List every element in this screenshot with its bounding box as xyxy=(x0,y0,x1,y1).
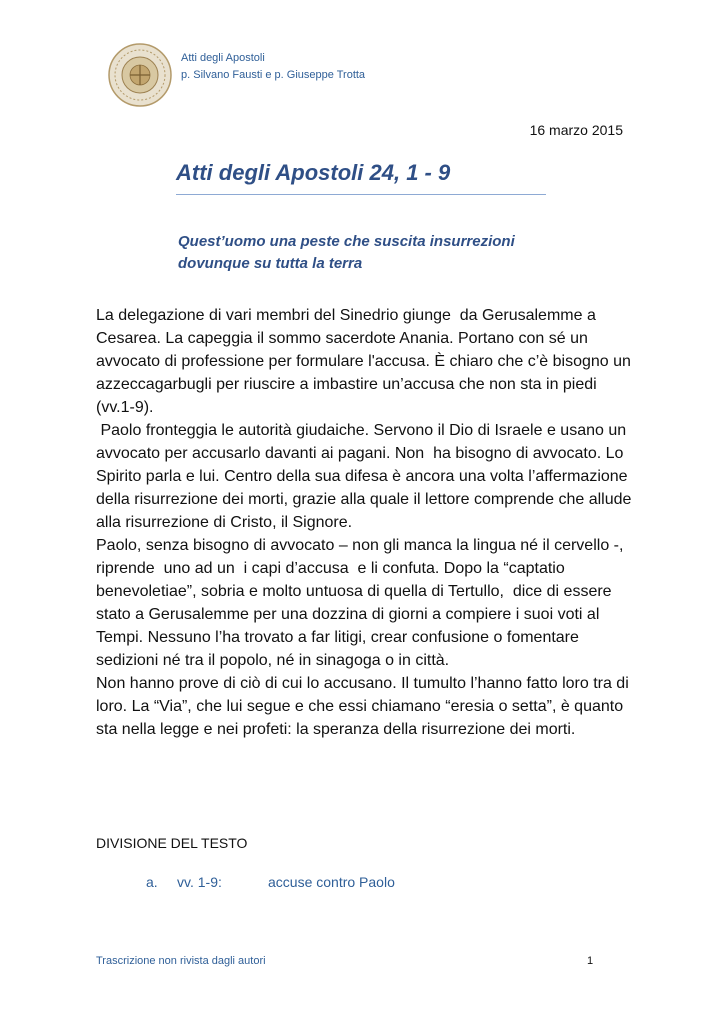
section-heading: DIVISIONE DEL TESTO xyxy=(96,835,248,851)
list-reference: vv. 1-9: xyxy=(177,874,222,890)
seal-icon xyxy=(108,43,172,107)
page-number: 1 xyxy=(587,955,594,967)
body-text xyxy=(96,304,636,741)
list-text: accuse contro Paolo xyxy=(268,874,395,890)
document-header xyxy=(181,50,365,84)
body-paragraph: La delegazione di vari membri del Sinedrio giunge da Gerusalemme a Cesarea. La capeggia il sommo sacerdote Anania. Portano con sé un avvocato di professione per formulare l'accusa. È chiaro che c’è bisogno un azzeccagarbugli per riuscire a imbastire un’accusa che non sta in piedi (vv.1-9). xyxy=(96,307,636,416)
header-book-title: Atti degli Apostoli xyxy=(181,52,265,64)
body-paragraph: Non hanno prove di ciò di cui lo accusano. Il tumulto l’hanno fatto loro tra di loro. La “Via”, che lui segue e che essi chiamano “eresia o setta”, è quanto sta nella legge e nei profeti: la speranza della risurrezione dei morti. xyxy=(96,675,634,738)
list-marker: a. xyxy=(146,874,158,890)
page-title: Atti degli Apostoli 24, 1 - 9 xyxy=(176,160,546,195)
header-authors: p. Silvano Fausti e p. Giuseppe Trotta xyxy=(181,69,366,81)
list-item xyxy=(146,874,395,890)
document-date: 16 marzo 2015 xyxy=(529,122,623,138)
footer-note: Trascrizione non rivista dagli autori xyxy=(96,955,266,967)
subtitle-text: Quest’uomo una peste che suscita insurrezioni dovunque su tutta la terra xyxy=(178,233,515,272)
body-paragraph: Paolo fronteggia le autorità giudaiche. Servono il Dio di Israele e usano un avvocato per accusarlo davanti ai pagani. Non ha bisogno di avvocato. Lo Spirito parla e lui. Centro della sua difesa è ancora una volta l’affermazione della risurrezione dei morti, grazie alla quale il lettore comprende che allude alla risurrezione di Cristo, il Signore. xyxy=(96,422,636,531)
page-subtitle xyxy=(178,231,558,275)
body-paragraph: Paolo, senza bisogno di avvocato – non gli manca la lingua né il cervello -, riprende uno ad un i capi d’accusa e li confuta. Dopo la “captatio benevoletiae”, sobria e molto untuosa di quella di Tertullo, dice di essere stato a Gerusalemme per una dozzina di giorni a compiere i suoi voti al Tempi. Nessuno l’ha trovato a far litigi, crear confusione o fomentare sedizioni né tra il popolo, né in sinagoga o in città. xyxy=(96,537,628,669)
